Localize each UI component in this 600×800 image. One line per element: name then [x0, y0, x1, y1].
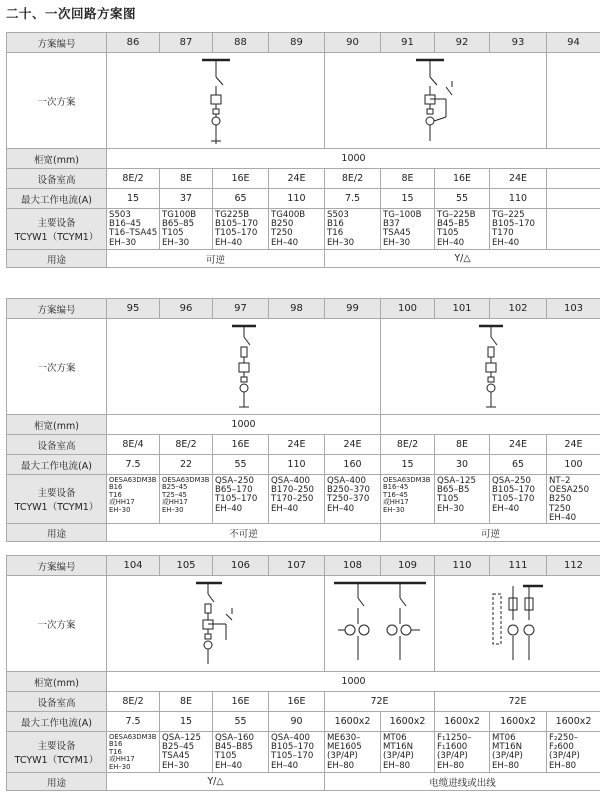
- room-height: 8E: [160, 692, 213, 712]
- equipment-list: TG225B B105–170 T105–170 EH–40: [213, 209, 269, 250]
- scheme-number: 88: [213, 33, 269, 53]
- max-current: 65: [213, 189, 269, 209]
- scheme-number: 89: [269, 33, 325, 53]
- scheme-number: 102: [490, 299, 547, 319]
- scheme-number: 109: [381, 556, 435, 576]
- cabinet-width: 1000: [107, 672, 600, 692]
- scheme-number: 86: [107, 33, 160, 53]
- room-height: 8E/4: [107, 435, 160, 455]
- scheme-number: 92: [435, 33, 490, 53]
- max-current: 55: [213, 455, 269, 475]
- max-current: 15: [381, 455, 435, 475]
- room-height: 24E: [269, 169, 325, 189]
- circuit-diagram: [107, 576, 325, 672]
- circuit-diagram: [325, 576, 435, 672]
- max-current: 90: [269, 712, 325, 732]
- label-scheme-no: 方案编号: [7, 299, 107, 319]
- circuit-diagram-fused-starter: [224, 323, 264, 411]
- max-current: 55: [213, 712, 269, 732]
- equipment-list: TG–100B B37 TSA45 EH–30: [381, 209, 435, 250]
- max-current: 7.5: [107, 712, 160, 732]
- room-height: 8E/2: [160, 435, 213, 455]
- room-height: 8E: [435, 435, 490, 455]
- circuit-diagram: [325, 53, 547, 149]
- room-height: 16E: [269, 692, 325, 712]
- scheme-number: 101: [435, 299, 490, 319]
- equipment-list: [547, 209, 600, 250]
- equipment-list: QSA–160 B45–B85 T105 EH–40: [213, 732, 269, 773]
- max-current: 65: [490, 455, 547, 475]
- max-current: 110: [269, 189, 325, 209]
- label-scheme: 一次方案: [7, 576, 107, 672]
- room-height: 8E/2: [107, 169, 160, 189]
- equipment-list: QSA–400 B105–170 T105–170 EH–40: [269, 732, 325, 773]
- equipment-list: OESA63DM3B B16 T16 或HH17 EH–30: [107, 732, 160, 773]
- equipment-list: TG400B B250 T250 EH–40: [269, 209, 325, 250]
- label-scheme-no: 方案编号: [7, 556, 107, 576]
- label-scheme-no: 方案编号: [7, 33, 107, 53]
- equipment-list: NT–2 OESA250 B250 T250 EH–40: [547, 475, 600, 524]
- circuit-diagram: [381, 319, 600, 415]
- equipment-list: TG–225 B105–170 T170 EH–40: [490, 209, 547, 250]
- circuit-diagram-bus-tie: [483, 580, 553, 668]
- max-current: 7.5: [107, 455, 160, 475]
- scheme-number: 106: [213, 556, 269, 576]
- max-current: 1600x2: [547, 712, 600, 732]
- max-current: 160: [325, 455, 381, 475]
- scheme-number: 112: [547, 556, 600, 576]
- scheme-number: 108: [325, 556, 381, 576]
- room-height: 16E: [213, 169, 269, 189]
- label-max-current: 最大工作电流(A): [7, 712, 107, 732]
- room-height: 8E/2: [381, 435, 435, 455]
- circuit-diagram: [107, 53, 325, 149]
- max-current: 100: [547, 455, 600, 475]
- label-cabinet-width: 柜宽(mm): [7, 415, 107, 435]
- circuit-diagram: [435, 576, 600, 672]
- room-height: 16E: [435, 169, 490, 189]
- circuit-diagram-dual-incoming: [330, 580, 430, 668]
- equipment-list: OESA63DM3B B16 T16 或HH17 EH–30: [107, 475, 160, 524]
- label-max-current: 最大工作电流(A): [7, 455, 107, 475]
- equipment-list: S503 B16–45 T16–TSA45 EH–30: [107, 209, 160, 250]
- equipment-list: F₂250– F₂600 (3P/4P) EH–80: [547, 732, 600, 773]
- max-current: 55: [435, 189, 490, 209]
- room-height: 24E: [547, 435, 600, 455]
- equipment-list: QSA–125 B65–B5 T105 EH–30: [435, 475, 490, 524]
- scheme-number: 91: [381, 33, 435, 53]
- equipment-list: TG–225B B45–B5 T105 EH–40: [435, 209, 490, 250]
- scheme-number: 111: [490, 556, 547, 576]
- scheme-number: 105: [160, 556, 213, 576]
- room-height: 24E: [490, 169, 547, 189]
- room-height: 16E: [213, 692, 269, 712]
- scheme-table-2: [6, 298, 600, 542]
- usage: 可逆: [107, 250, 325, 268]
- room-height: 72E: [325, 692, 435, 712]
- equipment-list: MT06 MT16N (3P/4P) EH–80: [490, 732, 547, 773]
- equipment-list: QSA–125 B25–45 TSA45 EH–30: [160, 732, 213, 773]
- scheme-number: 93: [490, 33, 547, 53]
- circuit-diagram-fused-reversing: [471, 323, 511, 411]
- scheme-number: 97: [213, 299, 269, 319]
- equipment-list: QSA–250 B105–170 T105–170 EH–40: [490, 475, 547, 524]
- scheme-number: 96: [160, 299, 213, 319]
- page-title: 二十、一次回路方案图: [6, 6, 137, 21]
- equipment-list: OESA63DM3B B25–45 T25–45 或HH17 EH–30: [160, 475, 213, 524]
- room-height: [547, 169, 600, 189]
- scheme-number: 107: [269, 556, 325, 576]
- label-room-height: 设备室高: [7, 435, 107, 455]
- equipment-list: S503 B16 T16 EH–30: [325, 209, 381, 250]
- label-scheme: 一次方案: [7, 319, 107, 415]
- circuit-diagram-fused-star-delta: [186, 580, 246, 668]
- equipment-list: MT06 MT16N (3P/4P) EH–80: [381, 732, 435, 773]
- room-height: 24E: [490, 435, 547, 455]
- scheme-number: 87: [160, 33, 213, 53]
- cabinet-width-empty: [381, 415, 600, 435]
- room-height: 8E: [381, 169, 435, 189]
- usage: Y/△: [107, 773, 325, 791]
- label-main-equipment: 主要设备 TCYW1（TCYM1）: [7, 209, 107, 250]
- max-current: [547, 189, 600, 209]
- room-height: 24E: [269, 435, 325, 455]
- scheme-number: 94: [547, 33, 600, 53]
- label-room-height: 设备室高: [7, 169, 107, 189]
- label-usage: 用途: [7, 773, 107, 791]
- max-current: 15: [107, 189, 160, 209]
- max-current: 1600x2: [490, 712, 547, 732]
- room-height: 16E: [213, 435, 269, 455]
- max-current: 37: [160, 189, 213, 209]
- scheme-table-3: [6, 555, 600, 791]
- usage: 可逆: [381, 524, 600, 542]
- equipment-list: QSA–250 B65–170 T105–170 EH–40: [213, 475, 269, 524]
- usage: Y/△: [325, 250, 600, 268]
- max-current: 1600x2: [435, 712, 490, 732]
- scheme-number: 110: [435, 556, 490, 576]
- equipment-list: QSA–400 B250–370 T250–370 EH–40: [325, 475, 381, 524]
- cabinet-width: 1000: [107, 149, 600, 169]
- cabinet-width: 1000: [107, 415, 381, 435]
- scheme-number: 90: [325, 33, 381, 53]
- label-main-equipment: 主要设备 TCYW1（TCYM1）: [7, 475, 107, 524]
- label-main-equipment: 主要设备 TCYW1（TCYM1）: [7, 732, 107, 773]
- max-current: 30: [435, 455, 490, 475]
- max-current: 15: [381, 189, 435, 209]
- scheme-table-1: [6, 32, 600, 268]
- max-current: 7.5: [325, 189, 381, 209]
- scheme-number: 98: [269, 299, 325, 319]
- scheme-number: 100: [381, 299, 435, 319]
- label-room-height: 设备室高: [7, 692, 107, 712]
- max-current: 110: [269, 455, 325, 475]
- max-current: 1600x2: [325, 712, 381, 732]
- max-current: 1600x2: [381, 712, 435, 732]
- circuit-diagram: [107, 319, 381, 415]
- room-height: 24E: [325, 435, 381, 455]
- label-cabinet-width: 柜宽(mm): [7, 149, 107, 169]
- equipment-list: TG100B B65–85 T105 EH–30: [160, 209, 213, 250]
- room-height: 8E/2: [107, 692, 160, 712]
- scheme-number: 99: [325, 299, 381, 319]
- label-max-current: 最大工作电流(A): [7, 189, 107, 209]
- label-usage: 用途: [7, 250, 107, 268]
- max-current: 15: [160, 712, 213, 732]
- room-height: 8E/2: [325, 169, 381, 189]
- label-cabinet-width: 柜宽(mm): [7, 672, 107, 692]
- equipment-list: F₁1250– F₁1600 (3P/4P) EH–80: [435, 732, 490, 773]
- room-height: 72E: [435, 692, 600, 712]
- circuit-diagram-starter: [196, 57, 236, 145]
- scheme-number: 104: [107, 556, 160, 576]
- label-scheme: 一次方案: [7, 53, 107, 149]
- max-current: 110: [490, 189, 547, 209]
- usage: 电缆进线或出线: [325, 773, 600, 791]
- equipment-list: QSA–400 B170–250 T170–250 EH–40: [269, 475, 325, 524]
- equipment-list: OESA63DM3B B16–45 T16–45 或HH17 EH–30: [381, 475, 435, 524]
- scheme-number: 103: [547, 299, 600, 319]
- equipment-list: ME630– ME1605 (3P/4P) EH–80: [325, 732, 381, 773]
- label-usage: 用途: [7, 524, 107, 542]
- circuit-diagram-star-delta: [406, 57, 466, 145]
- room-height: 8E: [160, 169, 213, 189]
- usage: 不可逆: [107, 524, 381, 542]
- max-current: 22: [160, 455, 213, 475]
- circuit-diagram-empty: [547, 53, 600, 149]
- scheme-number: 95: [107, 299, 160, 319]
